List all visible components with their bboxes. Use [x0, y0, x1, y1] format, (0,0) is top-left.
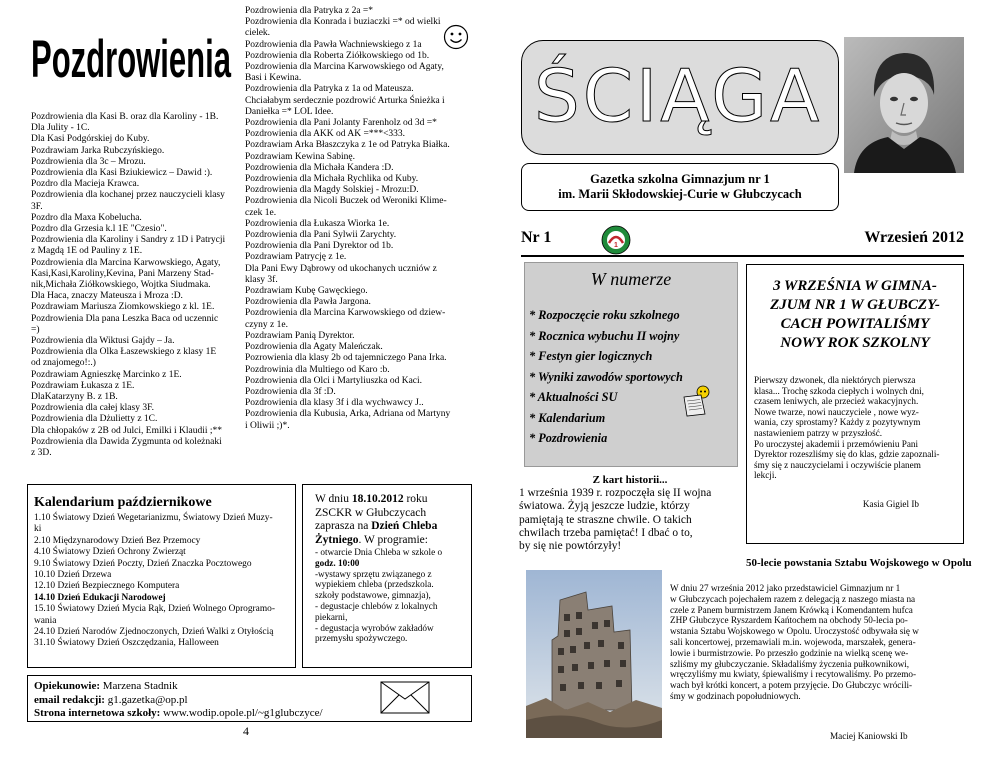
greeting-line: Pozdrowienia dla Michała Rychlika od Kuby.	[245, 174, 419, 185]
greeting-line: Pozdrowienia dla Kasi Bziukiewicz – Dawid :).	[31, 168, 213, 179]
greeting-line: Kasi,Kasi,Karoliny,Kevina, Pani Marzeny Stad-	[31, 268, 214, 279]
lecie-body-line: śmy w godzinach popołudniowych.	[670, 690, 801, 701]
greeting-line: Pozdrowinia dla Multiego od Karo :b.	[245, 364, 390, 375]
greeting-line: Pozdrowienia dla Dżulietty z 1C.	[31, 414, 158, 425]
greeting-line: Pozdrowienia dla całej klasy 3F.	[31, 403, 154, 414]
chleb-line: - otwarcie Dnia Chleba w szkole o	[315, 547, 443, 557]
greeting-line: Pozdrowienia dla 3f :D.	[245, 386, 336, 397]
page-number: 4	[243, 724, 249, 738]
greeting-line: i Oliwii ;)*.	[245, 420, 290, 431]
masthead-title: ŚCIĄGA	[534, 54, 823, 138]
chleb-line: W dniu 18.10.2012 roku	[315, 493, 428, 505]
chleb-line: piekarni,	[315, 611, 348, 622]
z-kart-line: by się nie powtórzyły!	[519, 540, 622, 553]
greeting-line: Pozdrowienia dla Kasi B. oraz dla Karoliny - 1B.	[31, 112, 219, 122]
z-kart-title: Z kart historii...	[592, 474, 668, 486]
greeting-line: czyny z 1e.	[245, 319, 288, 330]
issue-line	[521, 225, 964, 255]
greeting-line: 3F.	[31, 201, 43, 212]
opiekunowie-label: Opiekunowie:	[34, 680, 103, 692]
greeting-line: Pozdrowienia dla Magdy Solskiej - Mrozu:D.	[245, 185, 419, 196]
w-numerze-item: * Aktualności SU	[529, 390, 618, 404]
article-title-line: CACH POWITALIŚMY	[780, 316, 930, 332]
greeting-line: Pozdrowienia dla klasy 3f i dla wychwawcy J..	[245, 398, 424, 409]
kalendarium-item: 12.10 Dzień Bezpiecznego Komputera	[34, 581, 180, 592]
greeting-line: klasy 3f.	[245, 274, 278, 285]
kalendarium-item: 31.10 Światowy Dzień Oszczędzania, Halloween	[34, 638, 219, 649]
email-label: email redakcji:	[34, 693, 108, 706]
greeting-line: Pozdrowienia dla Roberta Ziółkowskiego od 1b.	[245, 50, 430, 61]
school-logo-text: 1	[614, 242, 618, 249]
gazetka-line-2: im. Marii Skłodowskiej-Curie w Głubczycach	[558, 187, 802, 201]
greeting-line: Pozdrowienia dla Łukasza Wiorka 1e.	[245, 218, 390, 229]
lecie-article-body	[670, 583, 919, 702]
article-title-line: 3 WRZEŚNIA W GIMNA-	[773, 278, 937, 294]
chleb-line: wypiekiem chleba (przedszkola.	[315, 579, 434, 590]
kalendarium-item: 15.10 Światowy Dzień Mycia Rąk, Dzień Wolnego Oprogramo-	[34, 604, 275, 615]
chleb-line: -wystawy sprzętu związanego z	[315, 568, 432, 579]
article-body-line: Dyrektor rozeszliśmy się do klas, gdzie zapoznali-	[754, 449, 940, 460]
gazetka-info-box	[521, 163, 839, 211]
greeting-line: Basi i Kewina.	[245, 73, 302, 84]
greeting-line: Pozdrowienia dla Marcina Karwowskiego, Agaty,	[31, 257, 221, 268]
z-kart-line: światowa. Żyją jeszcze ludzie, którzy	[519, 500, 690, 513]
article-box-3-wrzesnia	[746, 264, 964, 544]
greeting-line: cielek.	[245, 28, 271, 39]
lecie-body-line: lowie i burmistrzowie. Po przeszło godzinie na wielką scenę we-	[670, 647, 909, 658]
kalendarium-item: wania	[34, 615, 57, 626]
greeting-line: Pozdrawiam Kubę Gawęckiego.	[245, 286, 368, 297]
greeting-line: Pozdrowienia dla Pani Sylwii Zarychty.	[245, 230, 397, 241]
greeting-line: Pozrowienia dla klasy 2b od tajemniczego Pana Irka.	[245, 353, 447, 364]
greeting-line: Pozdrawiam Kewina Sabinę.	[245, 151, 356, 162]
greeting-line: Pozdrawiam Mariusza Ziomkowskiego z kl. 1E.	[31, 302, 215, 313]
email-value[interactable]: g1.gazetka@op.pl	[107, 693, 188, 706]
ruined-building-photo	[526, 570, 662, 738]
greeting-line: Pozdrawiam Agnieszkę Marcinko z 1E.	[31, 369, 182, 380]
greeting-line: Pozdrowienia dla Michała Kandera :D.	[245, 162, 394, 173]
greeting-line: czek 1e.	[245, 207, 277, 218]
greeting-line: Pozdrowienia dla Patryka z 2a =*	[245, 6, 374, 16]
greeting-line: Dla Pani Ewy Dąbrowy od ukochanych uczniów z	[245, 263, 437, 274]
greeting-line: Pozdrowienia dla 3c – Mrozu.	[31, 156, 146, 167]
greeting-line: Pozdrowienia dla Pawła Jargona.	[245, 297, 371, 308]
greeting-line: Pozdrowienia dla AKK od AK =***<333.	[245, 129, 406, 140]
kalendarium-item: 14.10 Dzień Edukacji Narodowej	[34, 592, 166, 603]
greeting-line: Dla chłopaków z 2B od Julci, Emilki i Klaudii ;**	[31, 425, 223, 436]
lecie-article-author: Maciej Kaniowski Ib	[830, 731, 908, 741]
greetings-column-2	[245, 6, 471, 432]
greeting-line: Pozdrowienia dla Olci i Martyliuszka od Kaci.	[245, 375, 423, 386]
envelope-icon	[380, 681, 430, 714]
article-body-line: klasa... Trochę szkoda ciepłych i wolnych dni,	[754, 385, 924, 396]
divider	[521, 255, 964, 257]
website-label: Strona internetowa szkoły:	[34, 707, 164, 719]
greeting-line: Pozdrawiam Panią Dyrektor.	[245, 330, 355, 341]
article-body	[754, 375, 939, 481]
lecie-body-line: ZHP Głubczyce Ryszardem Kańtochem na obchody 50-lecia po-	[670, 615, 908, 626]
kalendarium-item: 24.10 Dzień Narodów Zjednoczonych, Dzień Walki z Otyłością	[34, 627, 274, 638]
greeting-line: Pozdrowienia dla Wiktusi Gajdy – Ja.	[31, 336, 175, 347]
chleb-line: - degustacja wyrobów zakładów	[315, 622, 434, 633]
w-numerze-list	[529, 305, 683, 449]
article-body-line: Pierwszy dzwonek, dla niektórych pierwsza	[754, 375, 916, 385]
issue-number: Nr 1	[521, 229, 552, 246]
greeting-line: Pozdrowienia dla Dawida Zygmunta od koleżnaki	[31, 436, 222, 447]
z-kart-body	[519, 487, 741, 553]
greeting-line: Pozdrowienia dla kochanej przez nauczycieli klasy	[31, 190, 225, 201]
chleb-line: przemysłu spożywczego.	[315, 633, 408, 644]
chleb-line: ZSCKR w Głubczycach	[315, 506, 427, 519]
kalendarium-item: ki	[34, 524, 42, 535]
greeting-line: Pozdrowienia dla Olka Łaszewskiego z klasy 1E	[31, 347, 217, 358]
z-kart-line: 1 września 1939 r. rozpoczęła się II wojna	[519, 487, 712, 499]
lecie-body-line: wach był krótki koncert, a potem przyjęcie. Do Głubczyc wrócili-	[670, 680, 913, 691]
greeting-line: Chciałabym serdecznie pozdrowić Arturka Śnieżka i	[245, 95, 445, 106]
school-logo-icon	[601, 225, 631, 255]
pozdrowienia-title	[28, 22, 234, 92]
greeting-line: Pozdrowienia dla Pawła Wachniewskiego z 1a	[245, 39, 422, 50]
chleb-line: - degustacje chlebów z lokalnych	[315, 600, 438, 611]
w-numerze-item: * Wyniki zawodów sportowych	[529, 369, 683, 384]
w-numerze-item: * Rozpoczęcie roku szkolnego	[529, 308, 680, 322]
greeting-line: =)	[31, 324, 40, 335]
greeting-line: Pozdrawiam Jarka Rubczyńskiego.	[31, 145, 165, 156]
article-title-line: NOWY ROK SZKOLNY	[780, 335, 930, 351]
greeting-line: Pozdro dla Macieja Krawca.	[31, 179, 140, 190]
lecie-body-line: w Głubczycach pojechałem razem z delegacją z naszego miasta na	[670, 593, 916, 604]
greetings-column-1	[31, 112, 263, 459]
opiekunowie-value: Marzena Stadnik	[102, 680, 178, 692]
greeting-line: Pozdrowienia dla Pani Jolanty Farenholz od 3d =*	[245, 118, 437, 129]
greeting-line: Pozdrowienia dla Patryka z 1a od Mateusza.	[245, 84, 414, 95]
greeting-line: nik,Michała Ziółkowskiego, Wojtka Siudmaka.	[31, 280, 211, 291]
greeting-line: Pozdrowienia dla Agaty Maleńczak.	[245, 342, 383, 353]
greeting-line: Dla Kasi Podgórskiej do Kuby.	[31, 134, 150, 145]
lecie-body-line: wręczyliśmy mu kwiaty, śpiewaliśmy i recytowaliśmy. Po przemo-	[670, 669, 917, 680]
greeting-line: Pozdrowienia dla Pani Dyrektor od 1b.	[245, 241, 394, 252]
article-author: Kasia Gigiel Ib	[862, 499, 919, 509]
w-numerze-item: * Pozdrowienia	[529, 431, 608, 445]
lecie-article-title: 50-lecie powstania Sztabu Wojskowego w Opolu	[746, 557, 972, 569]
portrait-photo	[844, 37, 964, 173]
article-title-line: ZJUM NR 1 W GŁUBCZY-	[770, 297, 940, 313]
newspaper-reader-icon	[681, 383, 715, 417]
greeting-line: Pozdro dla Grzesia k.l 1E "Czesio".	[31, 224, 167, 235]
greeting-line: Pozdrowienia Dla pana Leszka Baca od uczennic	[31, 313, 219, 324]
masthead-box	[521, 40, 839, 155]
z-kart-line: pamiętają te straszne chwile. O takich	[519, 513, 692, 526]
chleb-line: Żytniego. W programie:	[315, 533, 428, 546]
greeting-line: Dla Julity - 1C.	[31, 123, 90, 134]
lecie-body-line: W dniu 27 września 2012 jako przedstawiciel Gimnazjum nr 1	[670, 583, 901, 593]
z-kart-line: chwilach trzeba pamiętać! I dbać o to,	[519, 526, 693, 539]
greeting-line: Dla Haca, znaczy Mateusza i Mroza :D.	[31, 291, 183, 302]
kalendarium-list	[34, 513, 289, 650]
w-numerze-item: * Festyn gier logicznych	[529, 349, 653, 363]
greeting-line: DlaKatarzyny B. z 1B.	[31, 392, 118, 403]
greeting-line: z Magdą 1E od Pauliny z 1E.	[31, 246, 143, 257]
kalendarium-item: 9.10 Światowy Dzień Poczty, Dzień Znaczka Pocztowego	[34, 558, 252, 569]
kalendarium-title: Kalendarium październikowe	[34, 495, 212, 510]
chleb-line: szkoły podstawowe, gimnazja),	[315, 590, 431, 601]
greeting-line: Pozdrowienia dla Karoliny i Sandry z 1D i Patrycji	[31, 235, 226, 246]
greeting-line: Pozdro dla Maxa Kobelucha.	[31, 212, 142, 223]
kalendarium-item: 2.10 Międzynarodowy Dzień Bez Przemocy	[34, 535, 201, 546]
kalendarium-item: 1.10 Światowy Dzień Wegetarianizmu, Światowy Dzień Muzy-	[34, 513, 273, 523]
greeting-line: od znajomego!:.)	[31, 358, 96, 369]
w-numerze-item: * Rocznica wybuchu II wojny	[529, 328, 680, 343]
smiley-icon	[443, 24, 469, 50]
article-body-line: nastawieniem patrzy w przyszłość.	[754, 427, 883, 438]
greeting-line: Daniełka =* LOL Idee.	[245, 106, 334, 117]
z-kart-historii	[519, 474, 741, 553]
chleb-line: godz. 10:00	[315, 557, 360, 568]
greeting-line: Pozdrawiam Arka Błaszczyka z 1e od Patryka Białka.	[245, 140, 450, 151]
kalendarium-item: 4.10 Światowy Dzień Ochrony Zwierząt	[34, 547, 186, 558]
article-body-line: czasem leniwych, ale przecież wakacyjnych.	[754, 396, 919, 407]
dzien-chleba-box	[302, 484, 472, 668]
greeting-line: Pozdrawiam Patrycję z 1e.	[245, 252, 347, 263]
kalendarium-item: 10.10 Dzień Drzewa	[34, 570, 112, 581]
website-value[interactable]: www.wodip.opole.pl/~g1glubczyce/	[163, 707, 323, 719]
lecie-body-line: wstania Sztabu Wojskowego w Opolu. Uroczystość odbywała się w	[670, 626, 919, 637]
w-numerze-box	[524, 262, 738, 467]
article-body-line: Nowe twarze, nowi nauczyciele , nowe wyz-	[754, 406, 919, 417]
article-body-line: śmy się z nauczycielami i oczywiście planem	[754, 459, 921, 470]
kalendarium-box	[27, 484, 296, 668]
gazetka-line-1: Gazetka szkolna Gimnazjum nr 1	[590, 172, 770, 186]
greeting-line: Pozdrowienia dla Nicoli Buczek od Weroniki Klime-	[245, 196, 447, 207]
lecie-body-line: szliśmy my głubczyczanie. Składaliśmy życzenia pułkownikowi,	[670, 658, 910, 669]
greeting-line: Pozdrowienia dla Kubusia, Arka, Adriana od Martyny	[245, 409, 451, 420]
lecie-body-line: sali koncertowej, przemawiali m.in. wojewoda, marszałek, genera-	[670, 636, 916, 647]
article-body-line: Po uroczystej akademii i przemówieniu Pani	[754, 438, 919, 449]
greeting-line: Pozdrowienia dla Marcina Karwowskiego od dziew-	[245, 308, 446, 319]
pozdrowienia-title-text: Pozdrowienia	[30, 30, 232, 90]
greeting-line: z 3D.	[31, 448, 52, 459]
article-body-line: lekcji.	[754, 470, 777, 481]
greeting-line: Pozdrowienia dla Marcina Karwowskiego od Agaty,	[245, 62, 444, 73]
issue-date: Wrzesień 2012	[864, 229, 964, 246]
article-body-line: wania, czy sprostamy? Każdy z pozytywnym	[754, 417, 921, 428]
w-numerze-item: * Kalendarium	[529, 410, 606, 425]
chleb-line: zaprasza na Dzień Chleba	[315, 520, 438, 532]
article-title	[747, 277, 963, 353]
w-numerze-title: W numerze	[590, 269, 672, 289]
greeting-line: Pozdrowienia dla Konrada i buziaczki =* od wielki	[245, 17, 441, 28]
lecie-body-line: czele z Panem burmistrzem Janem Krówką i Komendantem hufca	[670, 604, 913, 615]
greeting-line: Pozdrawiam Łukasza z 1E.	[31, 380, 135, 391]
